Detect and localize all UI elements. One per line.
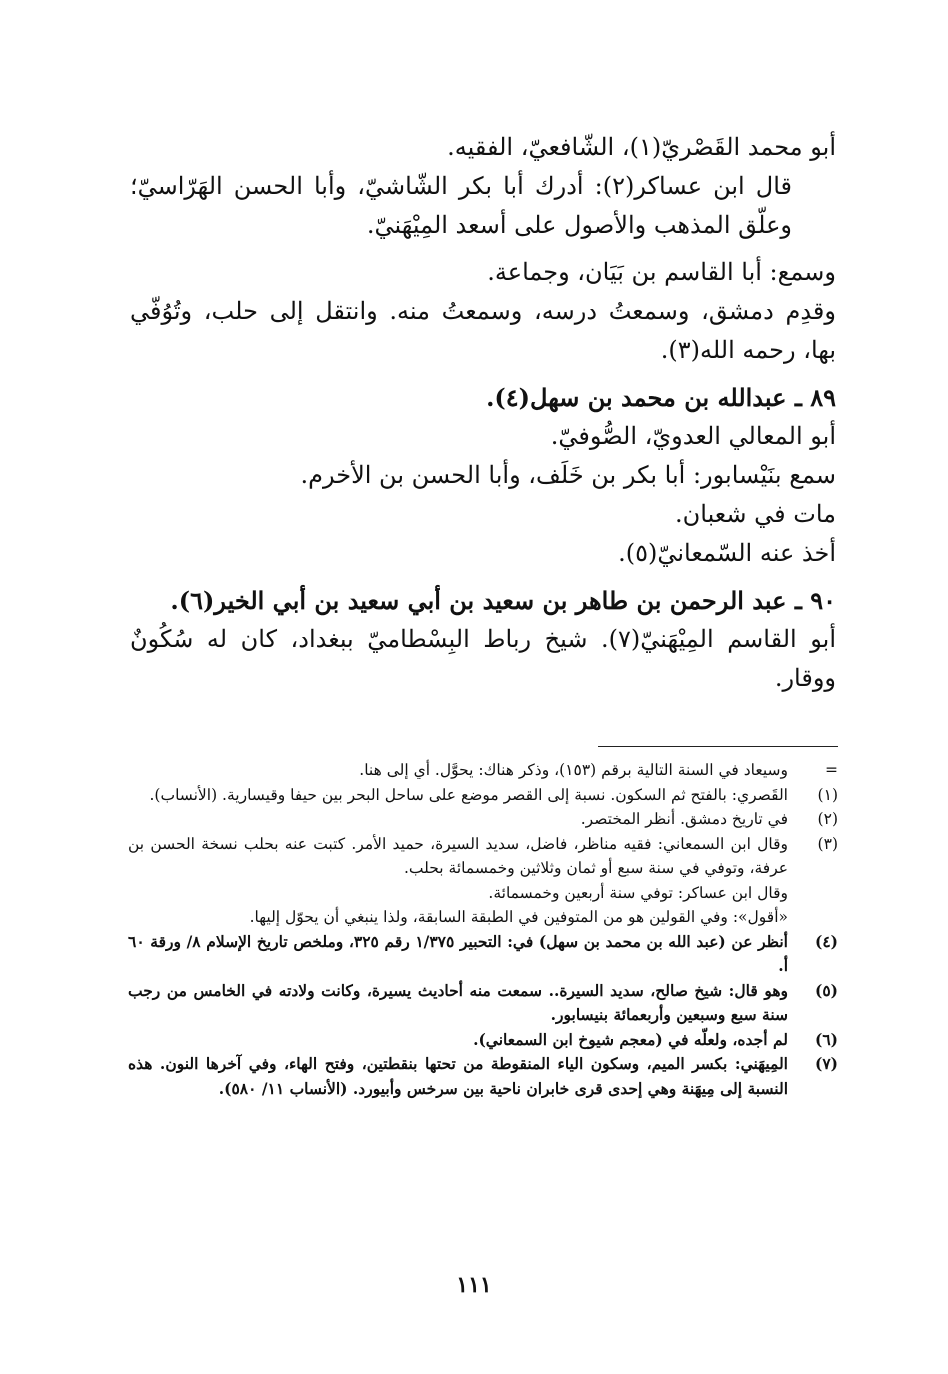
entry-90-title: ٩٠ ـ عبد الرحمن بن طاهر بن سعيد بن أبي سعيد بن أبي الخير(٦). [170,586,836,615]
footnote-text: وهو قال: شيخ صالح، سديد السيرة.. سمعت منه أحاديث يسيرة، وكانت ولادته في الخامس من رجب سنة سبع وسبعين وأربعمائة بنيسابور. [128,980,788,1024]
footnote-text: في تاريخ دمشق. أنظر المختصر. [580,810,788,828]
footnote-text: القَصري: بالفتح ثم السكون. نسبة إلى القصر موضع على ساحل البحر بين حيفا وقيسارية. (الأنساب). [149,785,788,804]
footnote [128,807,838,832]
text-line: وقدِم دمشق، وسمعتُ درسه، وسمعتُ منه. وانتقل إلى حلب، وتُوُفّي بها، رحمه الله(٣). [130,297,836,364]
page-number: ١١١ [456,1272,492,1298]
text-line: سمع بنَيْسابور: أبا بكر بن خَلَف، وأبا الحسن بن الأخرم. [300,461,836,489]
text-line: قال ابن عساكر(٢): أدرك أبا بكر الشّاشيّ، وأبا الحسن الهَرّاسيّ؛ وعلّق المذهب والأصول على أسعد المِيْهَنيّ. [130,172,792,239]
footnote [128,1028,838,1053]
footnote-number: (٥) [814,980,838,1000]
footnote-text: أنظر عن (عبد الله بن محمد بن سهل) في: التحبير ١/٣٧٥ رقم ٣٢٥، وملخص تاريخ الإسلام ٨/ ورقة ٦٠ أ. [128,931,788,975]
text-line: أبو محمد القَصْريّ(١)، الشّافعيّ، الفقيه. [447,133,836,161]
footnote [128,783,838,808]
footnote-number: (٤) [814,931,838,951]
text-line: وسمع: أبا القاسم بن بَيَان، وجماعة. [487,258,836,286]
footnote-text: لم أجده، ولعلّه في (معجم شيوخ ابن السمعاني). [473,1029,788,1049]
footnote [128,979,838,1028]
footnote-number: (٢) [817,810,838,828]
main-text [130,128,836,698]
footnote-text: «أقول»: وفي القولين هو من المتوفين في الطبقة السابقة، ولذا ينبغي أن يحوّل إليها. [249,908,788,926]
text-line: أبو القاسم المِيْهَنيّ(٧). شيخ رباط البِسْطاميّ ببغداد، كان له سُكُونٌ ووقار. [130,625,836,692]
footnote-text: وسيعاد في السنة التالية برقم (١٥٣)، وذكر هناك: يحوَّل. أي إلى هنا. [359,761,788,779]
footnote-number: (٧) [814,1054,838,1073]
footnote-number: (١) [817,785,838,804]
footnote [128,1052,838,1101]
footnote-number: = [825,761,838,779]
text-line: أبو المعالي العدويّ، الصُّوفيّ. [550,422,836,450]
text-line: أخذ عنه السّمعانيّ(٥). [618,539,836,567]
footnote-text: المِيهَني: بكسر الميم، وسكون الياء المنقوطة من تحتها بنقطتين، وفتح الهاء، وفي آخرها النون. هذه النسبة إلى مِيهَنة وهي إحدى قرى خابران ناحية بين سرخس وأبيورد. (الأنساب ١١/ ٥٨٠). [128,1054,788,1098]
footnote-number: (٦) [814,1029,838,1049]
footnote [128,930,838,979]
footnote [128,832,838,930]
footnote-text: وقال ابن السمعاني: فقيه مناظر، فاضل، سديد السيرة، حميد الأمر. كتبت عنه بحلب نسخة الحسن بن عرفة، وتوفي في سنة سبع أو ثمان وثلاثين وخمسمائة بحلب. [128,834,788,877]
footnote [128,758,838,783]
text-line: مات في شعبان. [675,500,836,528]
entry-89-title: ٨٩ ـ عبدالله بن محمد بن سهل(٤). [486,383,836,412]
footnotes [128,758,838,1101]
footnote-number: (٣) [817,834,838,853]
footnote-divider [598,746,838,747]
footnote-text: وقال ابن عساكر: توفي سنة أربعين وخمسمائة. [488,883,788,902]
